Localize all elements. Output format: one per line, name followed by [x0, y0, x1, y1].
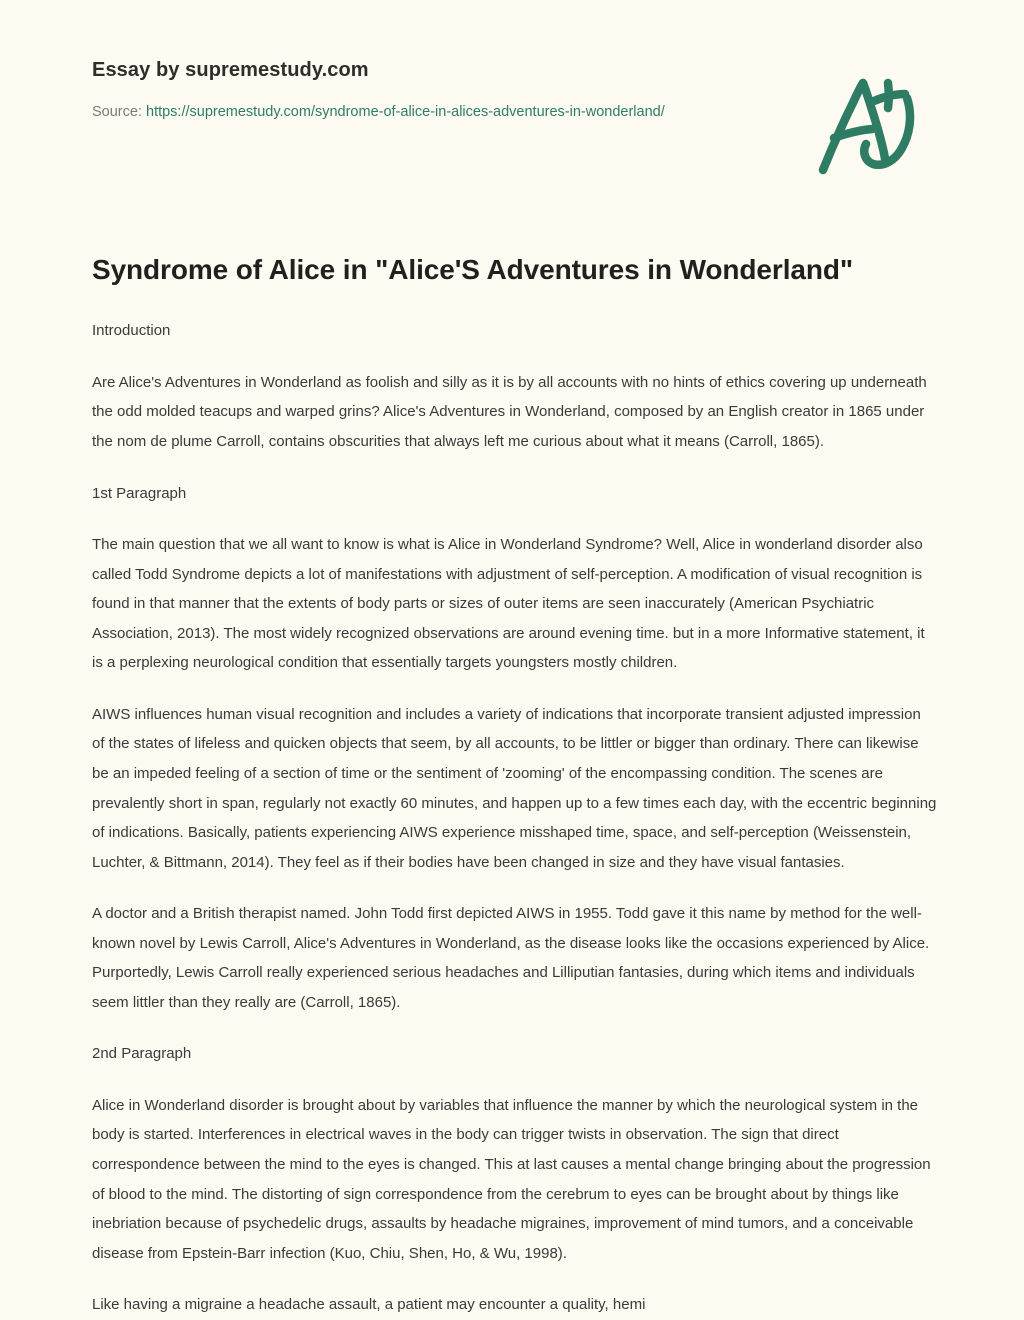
page-header [0, 0, 1024, 196]
header-text-group [92, 58, 732, 124]
article-body [92, 252, 937, 1320]
body-paragraph: A doctor and a British therapist named. John Todd first depicted AIWS in 1955. Todd gave it this name by method for the well-known novel by Lewis Carroll, Alice's Adventures in Wonderland, as the disease looks like the occasions experienced by Alice. Purportedly, Lewis Carroll really experienced serious headaches and Lilliputian fantasies, during which items and individuals seem littler than they really are (Carroll, 1865). [92, 905, 930, 1011]
section-label: 1st Paragraph [92, 484, 187, 502]
body-paragraph: AIWS influences human visual recognition and includes a variety of indications that incorporate transient adjusted impression of the states of lifeless and quicken objects that seem, by all accounts, to be littler or bigger than ordinary. There can likewise be an impeded feeling of a section of time or the sentiment of 'zooming' of the encompassing condition. The scenes are prevalently short in span, regularly not exactly 60 minutes, and happen up to a few times each day, with the eccentric beginning of indications. Basically, patients experiencing AIWS experience misshaped time, space, and self-perception (Weissenstein, Luchter, & Bittmann, 2014). They feel as if their bodies have been changed in size and they have visual fantasies. [92, 705, 937, 871]
body-paragraph: The main question that we all want to know is what is Alice in Wonderland Syndrome? Well, Alice in wonderland disorder also called Todd Syndrome depicts a lot of manifestations with adjustment of self-perception. A modification of visual recognition is found in that manner that the extents of body parts or sizes of outer items are seen inaccurately (American Psychiatric Association, 2013). The most widely recognized observations are around evening time. but in a more Informative statement, it is a perplexing neurological condition that essentially targets youngsters mostly children. [92, 536, 925, 672]
body-paragraph: Like having a migraine a headache assault, a patient may encounter a quality, hemi [92, 1296, 646, 1314]
source-label: Source: [92, 104, 146, 120]
body-paragraph: Alice in Wonderland disorder is brought about by variables that influence the manner by which the neurological system in the body is started. Interferences in electrical waves in the body can trigger twists in observation. The sign that direct correspondence between the mind to the eyes is changed. This at last causes a mental change bringing about the progression of blood to the mind. The distorting of sign correspondence from the cerebrum to eyes can be brought about by things like inebriation because of psychedelic drugs, assaults by headache migraines, improvement of mind tumors, and a conceivable disease from Epstein-Barr infection (Kuo, Chiu, Shen, Ho, & Wu, 1998). [92, 1096, 931, 1262]
source-url-link[interactable]: https://supremestudy.com/syndrome-of-alice-in-alices-adventures-in-wonderland/ [146, 104, 665, 120]
article-blocks [92, 316, 937, 1319]
source-line [92, 101, 732, 124]
a-plus-icon [810, 72, 920, 180]
section-label: 2nd Paragraph [92, 1045, 192, 1063]
page-title: Syndrome of Alice in "Alice'S Adventures in Wonderland" [92, 254, 854, 285]
section-label: Introduction [92, 322, 171, 340]
a-plus-logo[interactable] [810, 72, 920, 180]
site-brand-heading: Essay by supremestudy.com [92, 59, 369, 81]
body-paragraph: Are Alice's Adventures in Wonderland as foolish and silly as it is by all accounts with no hints of ethics covering up underneath the odd molded teacups and warped grins? Alice's Adventures in Wonderland, composed by an English creator in 1865 under the nom de plume Carroll, contains obscurities that always left me curious about what it means (Carroll, 1865). [92, 373, 927, 451]
